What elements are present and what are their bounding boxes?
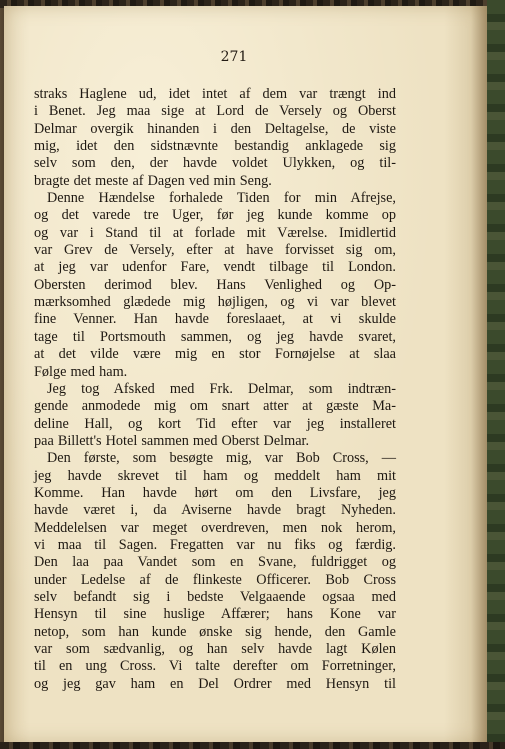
text-line: Jeg tog Afsked med Frk. Delmar, som indtræn-	[47, 380, 396, 397]
text-line: var som sædvanlig, og han selv havde lagt Kølen	[34, 641, 396, 657]
text-line: var Grev de Versely, efter at have forvisset sig om,	[34, 242, 396, 259]
text-line: bragte det meste af Dagen ved min Seng.	[34, 172, 272, 189]
text-line: Følge med ham.	[34, 363, 128, 380]
text-line: og var i Stand til at forlade mit Værelse. Imidlertid	[34, 224, 396, 241]
text-line: paa Billett's Hotel sammen med Oberst Delmar.	[34, 432, 310, 449]
text-line: selv befandt sig i bedste Velgaaende ogsaa med	[34, 588, 396, 605]
page-gutter-shadow	[471, 6, 487, 743]
text-line: vi maa til Sagen. Fregatten var nu fiks og færdig.	[34, 536, 396, 553]
body-text	[34, 86, 396, 693]
text-line: deline Hall, og kort Tid efter var jeg installeret	[34, 415, 396, 432]
text-line: Hensyn til sine huslige Affærer; hans Kone var	[34, 606, 396, 623]
text-line: gende anmodede mig om snart atter at gæste Ma-	[34, 398, 396, 415]
text-line: at jeg var udenfor Fare, vendt tilbage til London.	[34, 259, 396, 276]
text-line: netop, som han kunde ønske sig hende, den Gamle	[34, 623, 396, 640]
text-line: at det vilde være mig en stor Fornøjelse at slaa	[34, 346, 396, 363]
text-line: jeg havde skrevet til ham og meddelt ham mit	[34, 467, 396, 484]
text-line: tage til Portsmouth sammen, og jeg havde svaret,	[34, 328, 396, 345]
text-line: mærksomhed glædede mig højligen, og vi var blevet	[34, 294, 396, 311]
text-line: havde været i, da Aviserne havde bragt Nyheden.	[34, 502, 396, 519]
text-line: Denne Hændelse forhalede Tiden for min Afrejse,	[47, 190, 396, 207]
book-cover-edge	[487, 0, 505, 749]
text-line: og det varede tre Uger, før jeg kunde komme op	[34, 207, 396, 224]
text-line: straks Haglene ud, idet intet af dem var trængt ind	[34, 86, 396, 102]
text-line: i Benet. Jeg maa sige at Lord de Versely og Oberst	[34, 103, 396, 120]
text-line: Delmar overgik hinanden i den Deltagelse, de viste	[34, 120, 396, 137]
text-line: under Ledelse af de flinkeste Officerer. Bob Cross	[34, 571, 396, 588]
text-line: selv som den, der havde voldet Ulykken, og til-	[34, 155, 396, 172]
text-line: og jeg gav ham en Del Ordrer med Hensyn til	[34, 675, 396, 692]
paper-page	[4, 6, 487, 743]
page-number: 271	[220, 49, 248, 65]
text-line: Meddelelsen var meget overdreven, men nok herom,	[34, 519, 396, 536]
text-line: mig, idet den sidstnævnte bestandig anklagede sig	[34, 138, 396, 155]
text-line: Den laa paa Vandet som en Svane, fuldrigget og	[34, 554, 396, 571]
text-line: til en ung Cross. Vi talte derefter om Forretninger,	[34, 658, 396, 675]
bottom-page-edge	[0, 742, 505, 749]
text-line: Obersten derimod blev. Hans Venlighed og Op-	[34, 276, 396, 293]
text-line: Den første, som besøgte mig, var Bob Cross, —	[47, 450, 396, 467]
text-line: Komme. Han havde hørt om den Livsfare, jeg	[34, 484, 396, 501]
text-line: fine Venner. Han havde foreslaaet, at vi skulde	[34, 311, 396, 328]
